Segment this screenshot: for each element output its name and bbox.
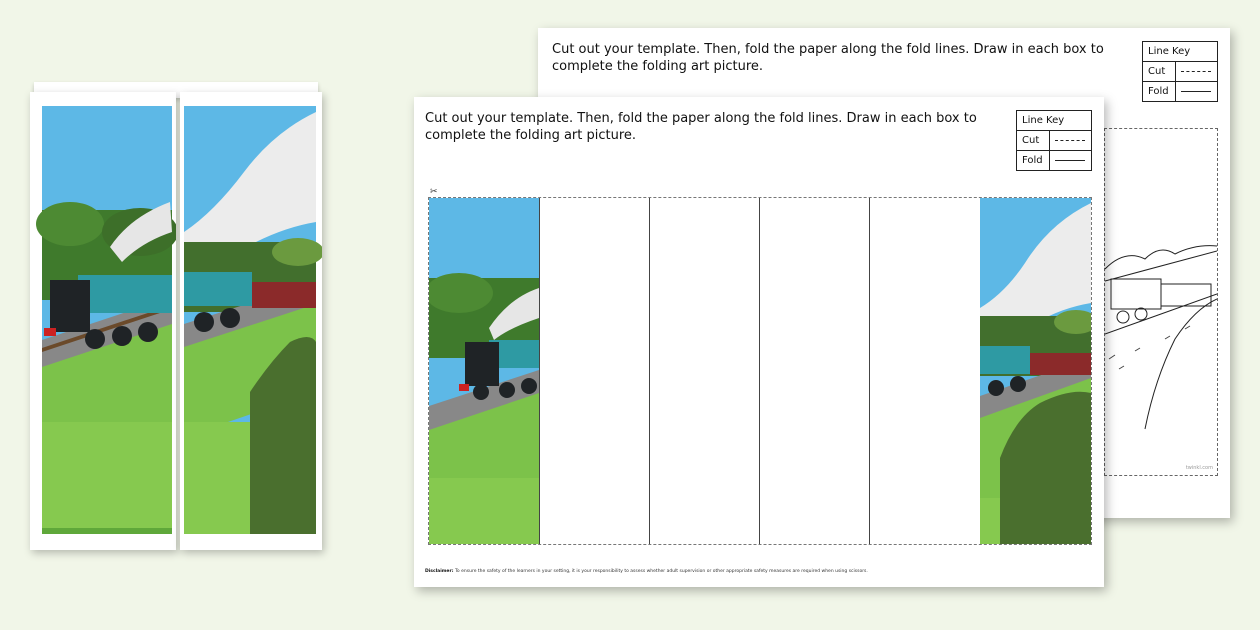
- fold-line-sample: [1175, 82, 1217, 102]
- back-line-key: [1142, 41, 1218, 102]
- line-key-title: Line Key: [1017, 111, 1092, 131]
- fold-line-sample: [1049, 151, 1091, 171]
- front-instructions: Cut out your template. Then, fold the paper along the fold lines. Draw in each box to complete the folding art picture.: [425, 111, 977, 143]
- cut-line-sample: [1175, 62, 1217, 82]
- fold-label: Fold: [1017, 151, 1050, 171]
- drawing-box[interactable]: [869, 198, 981, 544]
- colouring-panel: [1104, 128, 1218, 476]
- watermark: twinkl.com: [1185, 465, 1213, 471]
- scissors-icon: ✂: [430, 187, 438, 197]
- drawing-box[interactable]: [759, 198, 870, 544]
- folded-panel-right: [180, 92, 322, 550]
- folded-craft: [30, 82, 322, 552]
- cut-label: Cut: [1017, 131, 1050, 151]
- back-instructions: Cut out your template. Then, fold the paper along the fold lines. Draw in each box to complete the folding art picture.: [552, 42, 1104, 74]
- picture-panel-left: [429, 198, 539, 544]
- folded-panel-left: [30, 92, 176, 550]
- cut-template: [428, 197, 1092, 545]
- front-line-key: [1016, 110, 1092, 171]
- picture-panel-right: [980, 198, 1091, 544]
- cut-line-sample: [1049, 131, 1091, 151]
- safety-disclaimer: [425, 569, 868, 574]
- disclaimer-text: To ensure the safety of the learners in your setting, it is your responsibility to assess whether adult supervision or other appropriate safety measures are required when using scissors.: [454, 569, 868, 574]
- disclaimer-prefix: Disclaimer:: [425, 569, 454, 574]
- drawing-box[interactable]: [649, 198, 760, 544]
- drawing-box[interactable]: [539, 198, 650, 544]
- line-key-title: Line Key: [1143, 42, 1218, 62]
- front-worksheet: [414, 97, 1104, 587]
- fold-label: Fold: [1143, 82, 1176, 102]
- cut-label: Cut: [1143, 62, 1176, 82]
